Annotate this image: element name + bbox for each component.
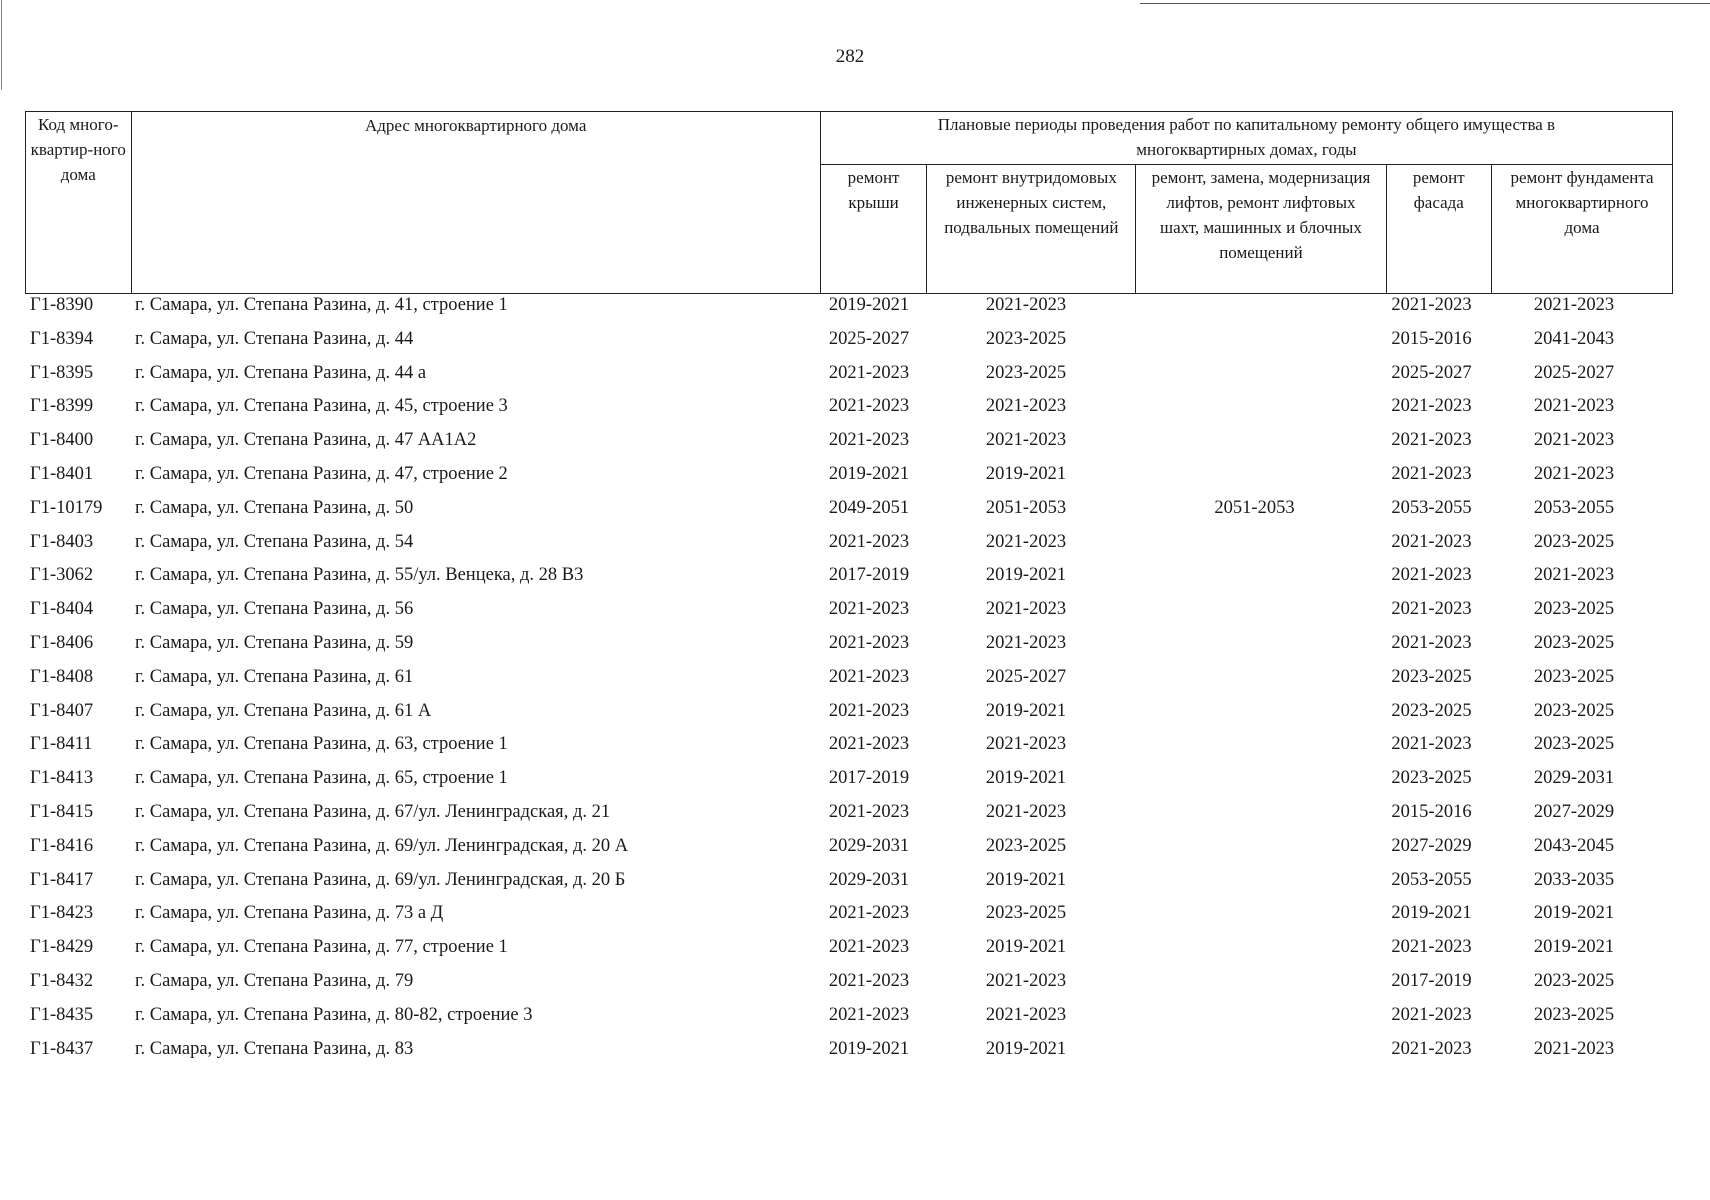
cell-engineering: 2021-2023 [985,295,1067,315]
cell-address: г. Самара, ул. Степана Разина, д. 83 [135,1038,414,1059]
cell-facade: 2021-2023 [1391,295,1472,315]
cell-foundation: 2021-2023 [1533,1038,1615,1059]
cell-engineering: 2019-2021 [985,700,1067,721]
table-row [25,870,1673,904]
cell-address: г. Самара, ул. Степана Разина, д. 69/ул. Ленинградская, д. 20 Б [135,869,626,890]
cell-code: Г1-8404 [30,599,94,620]
cell-engineering: 2051-2053 [985,497,1067,518]
cell-address: г. Самара, ул. Степана Разина, д. 47 АА1А2 [135,430,477,451]
header-code: Код много-квартир-ного дома [26,112,132,294]
cell-code: Г1-8416 [30,835,94,856]
table-row [25,295,1673,329]
cell-foundation: 2023-2025 [1533,531,1615,552]
table-row [25,701,1673,735]
table-row [25,734,1673,768]
table-row [25,464,1673,498]
cell-foundation: 2021-2023 [1533,396,1615,417]
cell-roof: 2021-2023 [828,362,910,383]
table-row [25,329,1673,363]
cell-code: Г1-8394 [30,328,94,349]
cell-code: Г1-8429 [30,937,94,958]
cell-lift: 2051-2053 [1214,497,1295,518]
cell-engineering: 2019-2021 [985,565,1067,586]
cell-engineering: 2019-2021 [985,768,1067,789]
cell-code: Г1-8435 [30,1004,94,1025]
cell-engineering: 2021-2023 [985,430,1067,451]
cell-foundation: 2053-2055 [1533,497,1615,518]
cell-foundation: 2043-2045 [1533,835,1615,856]
cell-foundation: 2023-2025 [1533,734,1615,755]
cell-foundation: 2023-2025 [1533,970,1615,991]
cell-facade: 2053-2055 [1391,497,1472,518]
cell-facade: 2021-2023 [1391,937,1472,958]
cell-roof: 2021-2023 [828,632,910,653]
cell-facade: 2021-2023 [1391,396,1472,417]
cell-roof: 2019-2021 [828,295,910,315]
cell-engineering: 2021-2023 [985,632,1067,653]
cell-code: Г1-8403 [30,531,94,552]
table-header [25,111,1673,294]
cell-code: Г1-8437 [30,1038,94,1059]
cell-facade: 2019-2021 [1391,903,1472,924]
cell-code: Г1-8413 [30,768,94,789]
table-row [25,633,1673,667]
cell-address: г. Самара, ул. Степана Разина, д. 59 [135,632,414,653]
cell-code: Г1-8415 [30,801,94,822]
cell-address: г. Самара, ул. Степана Разина, д. 45, строение 3 [135,396,508,417]
table-row [25,836,1673,870]
table-row [25,1005,1673,1039]
cell-engineering: 2025-2027 [985,666,1067,687]
cell-roof: 2021-2023 [828,801,910,822]
cell-engineering: 2019-2021 [985,1038,1067,1059]
cell-roof: 2019-2021 [828,463,910,484]
cell-foundation: 2023-2025 [1533,599,1615,620]
cell-roof: 2017-2019 [828,768,910,789]
table-row [25,396,1673,430]
cell-engineering: 2021-2023 [985,531,1067,552]
cell-foundation: 2019-2021 [1533,903,1615,924]
cell-roof: 2021-2023 [828,734,910,755]
cell-engineering: 2023-2025 [985,903,1067,924]
cell-engineering: 2023-2025 [985,362,1067,383]
cell-code: Г1-8423 [30,903,94,924]
cell-code: Г1-8411 [30,734,93,755]
cell-address: г. Самара, ул. Степана Разина, д. 47, строение 2 [135,463,508,484]
cell-code: Г1-8407 [30,700,94,721]
table-row [25,430,1673,464]
scan-edge-line [1,0,2,90]
cell-roof: 2049-2051 [828,497,910,518]
cell-facade: 2023-2025 [1391,700,1472,721]
cell-facade: 2053-2055 [1391,869,1472,890]
cell-roof: 2025-2027 [828,328,910,349]
cell-foundation: 2025-2027 [1533,362,1615,383]
cell-roof: 2021-2023 [828,396,910,417]
cell-address: г. Самара, ул. Степана Разина, д. 54 [135,531,414,552]
page-number: 282 [835,46,865,67]
cell-code: Г1-8390 [30,295,94,315]
cell-engineering: 2023-2025 [985,328,1067,349]
cell-code: Г1-8399 [30,396,94,417]
cell-facade: 2021-2023 [1391,599,1472,620]
header-address: Адрес многоквартирного дома [131,112,820,294]
cell-facade: 2015-2016 [1391,801,1472,822]
cell-address: г. Самара, ул. Степана Разина, д. 65, строение 1 [135,768,508,789]
cell-roof: 2029-2031 [828,869,910,890]
cell-facade: 2021-2023 [1391,632,1472,653]
cell-address: г. Самара, ул. Степана Разина, д. 77, строение 1 [135,937,508,958]
header-facade: ремонт фасада [1386,165,1492,294]
cell-engineering: 2021-2023 [985,1004,1067,1025]
header-foundation: ремонт фундамента многоквартирного дома [1492,165,1673,294]
table-row [25,802,1673,836]
table-row [25,971,1673,1005]
cell-facade: 2021-2023 [1391,565,1472,586]
cell-roof: 2019-2021 [828,1038,910,1059]
table-row [25,599,1673,633]
header-periods: Плановые периоды проведения работ по капитальному ремонту общего имущества в многоквартирных домах, годы [820,112,1672,165]
cell-address: г. Самара, ул. Степана Разина, д. 41, строение 1 [135,295,508,315]
table-row [25,937,1673,971]
cell-address: г. Самара, ул. Степана Разина, д. 55/ул. Венцека, д. 28 В3 [135,565,584,586]
cell-foundation: 2021-2023 [1533,463,1615,484]
table-row [25,1039,1673,1073]
cell-foundation: 2027-2029 [1533,801,1615,822]
cell-code: Г1-8401 [30,463,94,484]
cell-facade: 2021-2023 [1391,430,1472,451]
cell-engineering: 2021-2023 [985,396,1067,417]
cell-foundation: 2019-2021 [1533,937,1615,958]
table-body [25,295,1673,1072]
table-row [25,532,1673,566]
cell-facade: 2021-2023 [1391,531,1472,552]
cell-facade: 2027-2029 [1391,835,1472,856]
cell-facade: 2023-2025 [1391,666,1472,687]
cell-foundation: 2023-2025 [1533,666,1615,687]
cell-facade: 2021-2023 [1391,734,1472,755]
cell-roof: 2017-2019 [828,565,910,586]
cell-roof: 2021-2023 [828,903,910,924]
cell-address: г. Самара, ул. Степана Разина, д. 69/ул. Ленинградская, д. 20 А [135,835,629,856]
cell-roof: 2021-2023 [828,937,910,958]
cell-address: г. Самара, ул. Степана Разина, д. 67/ул. Ленинградская, д. 21 [135,801,611,822]
cell-engineering: 2021-2023 [985,599,1067,620]
cell-engineering: 2019-2021 [985,463,1067,484]
cell-address: г. Самара, ул. Степана Разина, д. 73 а Д [135,903,444,924]
cell-foundation: 2033-2035 [1533,869,1615,890]
cell-code: Г1-8408 [30,666,94,687]
cell-facade: 2015-2016 [1391,328,1472,349]
table-row [25,768,1673,802]
header-roof: ремонт крыши [820,165,927,294]
cell-engineering: 2019-2021 [985,869,1067,890]
table-row [25,667,1673,701]
cell-roof: 2021-2023 [828,531,910,552]
table-row [25,903,1673,937]
cell-roof: 2029-2031 [828,835,910,856]
cell-engineering: 2023-2025 [985,835,1067,856]
scan-edge-line [1140,3,1710,4]
cell-address: г. Самара, ул. Степана Разина, д. 80-82, строение 3 [135,1004,533,1025]
cell-roof: 2021-2023 [828,1004,910,1025]
cell-code: Г1-8406 [30,632,94,653]
cell-facade: 2021-2023 [1391,1004,1472,1025]
cell-foundation: 2023-2025 [1533,632,1615,653]
header-engineering: ремонт внутридомовых инженерных систем, подвальных помещений [927,165,1136,294]
cell-address: г. Самара, ул. Степана Разина, д. 50 [135,497,414,518]
cell-roof: 2021-2023 [828,430,910,451]
cell-roof: 2021-2023 [828,700,910,721]
table-row [25,363,1673,397]
cell-foundation: 2021-2023 [1533,295,1615,315]
cell-engineering: 2019-2021 [985,937,1067,958]
cell-facade: 2025-2027 [1391,362,1472,383]
cell-code: Г1-8432 [30,970,94,991]
cell-foundation: 2021-2023 [1533,430,1615,451]
cell-roof: 2021-2023 [828,666,910,687]
cell-address: г. Самара, ул. Степана Разина, д. 56 [135,599,414,620]
cell-code: Г1-10179 [30,497,103,518]
cell-foundation: 2041-2043 [1533,328,1615,349]
cell-address: г. Самара, ул. Степана Разина, д. 63, строение 1 [135,734,508,755]
header-lift: ремонт, замена, модернизация лифтов, ремонт лифтовых шахт, машинных и блочных помещений [1136,165,1386,294]
cell-foundation: 2023-2025 [1533,700,1615,721]
cell-facade: 2023-2025 [1391,768,1472,789]
cell-roof: 2021-2023 [828,970,910,991]
cell-address: г. Самара, ул. Степана Разина, д. 44 а [135,362,427,383]
cell-roof: 2021-2023 [828,599,910,620]
cell-engineering: 2021-2023 [985,734,1067,755]
cell-address: г. Самара, ул. Степана Разина, д. 61 А [135,700,432,721]
cell-engineering: 2021-2023 [985,970,1067,991]
cell-code: Г1-8400 [30,430,94,451]
cell-foundation: 2023-2025 [1533,1004,1615,1025]
cell-address: г. Самара, ул. Степана Разина, д. 44 [135,328,414,349]
cell-code: Г1-8417 [30,869,94,890]
cell-address: г. Самара, ул. Степана Разина, д. 61 [135,666,414,687]
cell-foundation: 2029-2031 [1533,768,1615,789]
table-row [25,498,1673,532]
cell-facade: 2021-2023 [1391,1038,1472,1059]
cell-address: г. Самара, ул. Степана Разина, д. 79 [135,970,414,991]
cell-engineering: 2021-2023 [985,801,1067,822]
cell-code: Г1-3062 [30,565,94,586]
cell-foundation: 2021-2023 [1533,565,1615,586]
cell-facade: 2021-2023 [1391,463,1472,484]
cell-code: Г1-8395 [30,362,94,383]
cell-facade: 2017-2019 [1391,970,1472,991]
table-row [25,565,1673,599]
